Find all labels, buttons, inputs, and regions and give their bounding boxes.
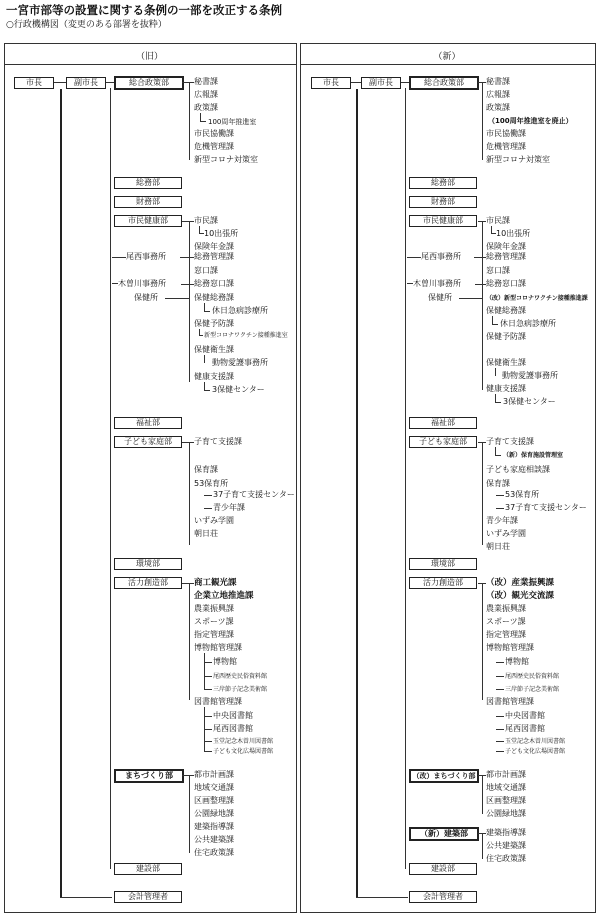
new-migishi: 三岸節子記念美術館 xyxy=(505,686,560,693)
old-kenko-shien: 健康支援課 xyxy=(194,372,234,381)
old-hokenjo: 保健所 xyxy=(134,293,158,302)
new-kyodo: 市民協働課 xyxy=(486,129,526,138)
new-dept-kensetsu: 建設部 xyxy=(409,863,477,875)
old-chuo-tosho: 中央図書館 xyxy=(213,711,253,720)
new-asahiso: 朝日荘 xyxy=(486,542,510,551)
old-seishonen: いずみ学園 xyxy=(194,516,234,525)
old-dept-machi: まちづくり部 xyxy=(114,769,184,783)
new-kosodate: 子育て支援課 xyxy=(486,437,534,446)
new-37center: 37子育て支援センター xyxy=(505,503,587,512)
new-bisai-rekishi: 尾西歴史民俗資料館 xyxy=(505,673,560,680)
new-kukaku: 区画整理課 xyxy=(486,796,526,805)
new-sports: スポーツ課 xyxy=(486,617,526,626)
new-10branches: 10出張所 xyxy=(496,229,531,238)
old-hoiku: 53保育所 xyxy=(194,479,229,488)
new-koho: 広報課 xyxy=(486,90,510,99)
old-kisogawa: 木曽川事務所 xyxy=(118,279,166,288)
new-dept-sogo: 総合政策部 xyxy=(409,76,479,90)
old-shiminka: 市民課 xyxy=(194,216,218,225)
old-kodomo-sodan: 保育課 xyxy=(194,465,218,474)
old-kodomo-bunka: 子ども文化広場図書館 xyxy=(213,748,274,755)
old-hoken-yobo: 保健予防課 xyxy=(194,319,234,328)
new-sangyo: （改）産業振興課 xyxy=(486,578,555,588)
old-dept-fukushi: 福祉部 xyxy=(114,417,182,429)
old-hoken-somu: 保健総務課 xyxy=(194,293,234,302)
old-bisai: 尾西事務所 xyxy=(126,252,166,261)
old-dept-somu: 総務部 xyxy=(114,177,182,189)
old-kosodate: 子育て支援課 xyxy=(194,437,242,446)
old-dept-kodomo: 子ども家庭部 xyxy=(114,436,182,448)
old-kigyo-ricchi: 企業立地推進課 xyxy=(194,591,254,601)
new-dept-zaimu: 財務部 xyxy=(409,196,477,208)
old-dept-zaimu: 財務部 xyxy=(114,196,182,208)
new-hakubutsukan-kanri: 博物館管理課 xyxy=(486,643,534,652)
old-vaccine: 新型コロナワクチン接種推進室 xyxy=(204,332,288,339)
new-dept-machi: （改）まちづくり部 xyxy=(409,769,479,783)
old-chiiki-kotsu: 地域交通課 xyxy=(194,783,234,792)
old-kyujitsu: 休日急病診療所 xyxy=(212,306,268,315)
new-kanko-koryu: （改）観光交流課 xyxy=(486,591,555,601)
new-hoken-eisei: 保健衛生課 xyxy=(486,358,526,367)
old-10branches: 10出張所 xyxy=(204,229,239,238)
old-hoken-eisei: 保健衛生課 xyxy=(194,345,234,354)
new-chuo-tosho: 中央図書館 xyxy=(505,711,545,720)
new-toshi-keikaku: 都市計画課 xyxy=(486,770,526,779)
new-seisaku: 政策課 xyxy=(486,103,510,112)
new-nogyo: 農業振興課 xyxy=(486,604,526,613)
new-hoken-nenkin: 保険年金課 xyxy=(486,242,526,251)
new-vaccine-ka: （改）新型コロナワクチン接種推進課 xyxy=(486,295,588,302)
new-kodomo-bunka: 子ども文化広場図書館 xyxy=(505,748,566,755)
new-dept-kankyo: 環境部 xyxy=(409,558,477,570)
old-mayor-box: 市長 xyxy=(14,77,54,89)
old-100th: 100周年推進室 xyxy=(208,118,257,126)
old-bisai-tosho: 尾西図書館 xyxy=(213,724,253,733)
old-shitei: 指定管理課 xyxy=(194,630,234,639)
old-toshi-keikaku: 都市計画課 xyxy=(194,770,234,779)
old-kokyo-kenchiku: 公共建築課 xyxy=(194,835,234,844)
new-vice-mayor-box: 副市長 xyxy=(361,77,401,89)
new-shitei: 指定管理課 xyxy=(486,630,526,639)
new-hoiku-shisetsu: （新）保育施設管理室 xyxy=(503,452,564,459)
old-bisai-somu: 総務管理課 xyxy=(194,252,234,261)
old-koho: 広報課 xyxy=(194,90,218,99)
old-kukaku: 区画整理課 xyxy=(194,796,234,805)
new-hoken-somu: 保健総務課 xyxy=(486,306,526,315)
new-hakubutsukan: 博物館 xyxy=(505,657,529,666)
old-hoken-nenkin: 保険年金課 xyxy=(194,242,234,251)
new-kiki: 危機管理課 xyxy=(486,142,526,151)
new-dobutsu: 動物愛護事務所 xyxy=(502,371,558,380)
new-bisai-somu: 総務管理課 xyxy=(486,252,526,261)
new-dept-kodomo: 子ども家庭部 xyxy=(409,436,477,448)
old-53hoikusho: 37子育て支援センター xyxy=(213,490,295,499)
old-toshokan-kanri: 図書館管理課 xyxy=(194,697,242,706)
new-accountant: 会計管理者 xyxy=(409,891,477,903)
old-kyodo: 市民協働課 xyxy=(194,129,234,138)
new-kenko-shien: 健康支援課 xyxy=(486,384,526,393)
old-nogyo: 農業振興課 xyxy=(194,604,234,613)
new-hisho: 秘書課 xyxy=(486,77,510,86)
old-dept-kensetsu: 建設部 xyxy=(114,863,182,875)
old-vice-mayor-box: 副市長 xyxy=(66,77,106,89)
old-37center: 青少年課 xyxy=(213,503,245,512)
new-toshokan-kanri: 図書館管理課 xyxy=(486,697,534,706)
new-dept-katsuryoku: 活力創造部 xyxy=(409,577,477,589)
new-jutaku: 住宅政策課 xyxy=(486,854,526,863)
new-koen: 公園緑地課 xyxy=(486,809,526,818)
old-dept-sogo: 総合政策部 xyxy=(114,76,184,90)
old-hakubutsukan: 博物館 xyxy=(213,657,237,666)
new-bisai: 尾西事務所 xyxy=(421,252,461,261)
new-mayor-box: 市長 xyxy=(311,77,351,89)
new-chiiki-kotsu: 地域交通課 xyxy=(486,783,526,792)
old-seisaku: 政策課 xyxy=(194,103,218,112)
old-dept-katsuryoku: 活力創造部 xyxy=(114,577,182,589)
new-header: （新） xyxy=(433,52,461,62)
old-bisai-madoguchi: 窓口課 xyxy=(194,266,218,275)
new-dept-kenchiku: （新）建築部 xyxy=(409,827,479,841)
old-dept-shimin: 市民健康部 xyxy=(114,215,182,227)
old-gyokudo: 玉堂記念木曽川図書館 xyxy=(213,738,274,745)
new-hokenjo: 保健所 xyxy=(428,293,452,302)
old-koen: 公園緑地課 xyxy=(194,809,234,818)
new-shiminka: 市民課 xyxy=(486,216,510,225)
new-kokyo-kenchiku: 公共建築課 xyxy=(486,841,526,850)
new-dept-shimin: 市民健康部 xyxy=(409,215,477,227)
new-gyokudo: 玉堂記念木曽川図書館 xyxy=(505,738,566,745)
old-kenchiku-shido: 建築指導課 xyxy=(194,822,234,831)
old-dobutsu: 動物愛護事務所 xyxy=(212,358,268,367)
new-bisai-madoguchi: 窓口課 xyxy=(486,266,510,275)
old-migishi: 三岸節子記念美術館 xyxy=(213,686,268,693)
old-dept-kankyo: 環境部 xyxy=(114,558,182,570)
old-kisogawa-somu: 総務窓口課 xyxy=(194,279,234,288)
new-izumi: いずみ学園 xyxy=(486,529,526,538)
new-kisogawa: 木曽川事務所 xyxy=(413,279,461,288)
old-accountant: 会計管理者 xyxy=(114,891,182,903)
new-100th-abolished: （100周年推進室を廃止） xyxy=(488,117,573,125)
old-corona: 新型コロナ対策室 xyxy=(194,155,258,164)
page-subtitle: ○行政機構図（変更のある部署を抜粋） xyxy=(6,20,167,30)
old-hakubutsukan-kanri: 博物館管理課 xyxy=(194,643,242,652)
page-title: 一宮市部等の設置に関する条例の一部を改正する条例 xyxy=(6,3,282,17)
new-kenchiku-shido: 建築指導課 xyxy=(486,828,526,837)
new-kyujitsu: 休日急病診療所 xyxy=(500,319,556,328)
old-izumi: 朝日荘 xyxy=(194,529,218,538)
old-bisai-rekishi: 尾西歴史民俗資料館 xyxy=(213,673,268,680)
new-3centers: 3保健センター xyxy=(503,397,556,406)
new-kisogawa-somu: 総務窓口課 xyxy=(486,279,526,288)
new-corona: 新型コロナ対策室 xyxy=(486,155,550,164)
old-shoko-kanko: 商工観光課 xyxy=(194,578,237,588)
new-53hoikusho: 53保育所 xyxy=(505,490,540,499)
new-seishonen: 青少年課 xyxy=(486,516,518,525)
new-hoiku: 保育課 xyxy=(486,479,510,488)
new-bisai-tosho: 尾西図書館 xyxy=(505,724,545,733)
old-3centers: 3保健センター xyxy=(212,385,265,394)
old-kiki: 危機管理課 xyxy=(194,142,234,151)
old-hisho: 秘書課 xyxy=(194,77,218,86)
new-kodomo-sodan: 子ども家庭相談課 xyxy=(486,465,550,474)
old-header: （旧） xyxy=(135,52,163,62)
new-dept-somu: 総務部 xyxy=(409,177,477,189)
old-sports: スポーツ課 xyxy=(194,617,234,626)
new-hoken-yobo: 保健予防課 xyxy=(486,332,526,341)
old-jutaku: 住宅政策課 xyxy=(194,848,234,857)
new-dept-fukushi: 福祉部 xyxy=(409,417,477,429)
